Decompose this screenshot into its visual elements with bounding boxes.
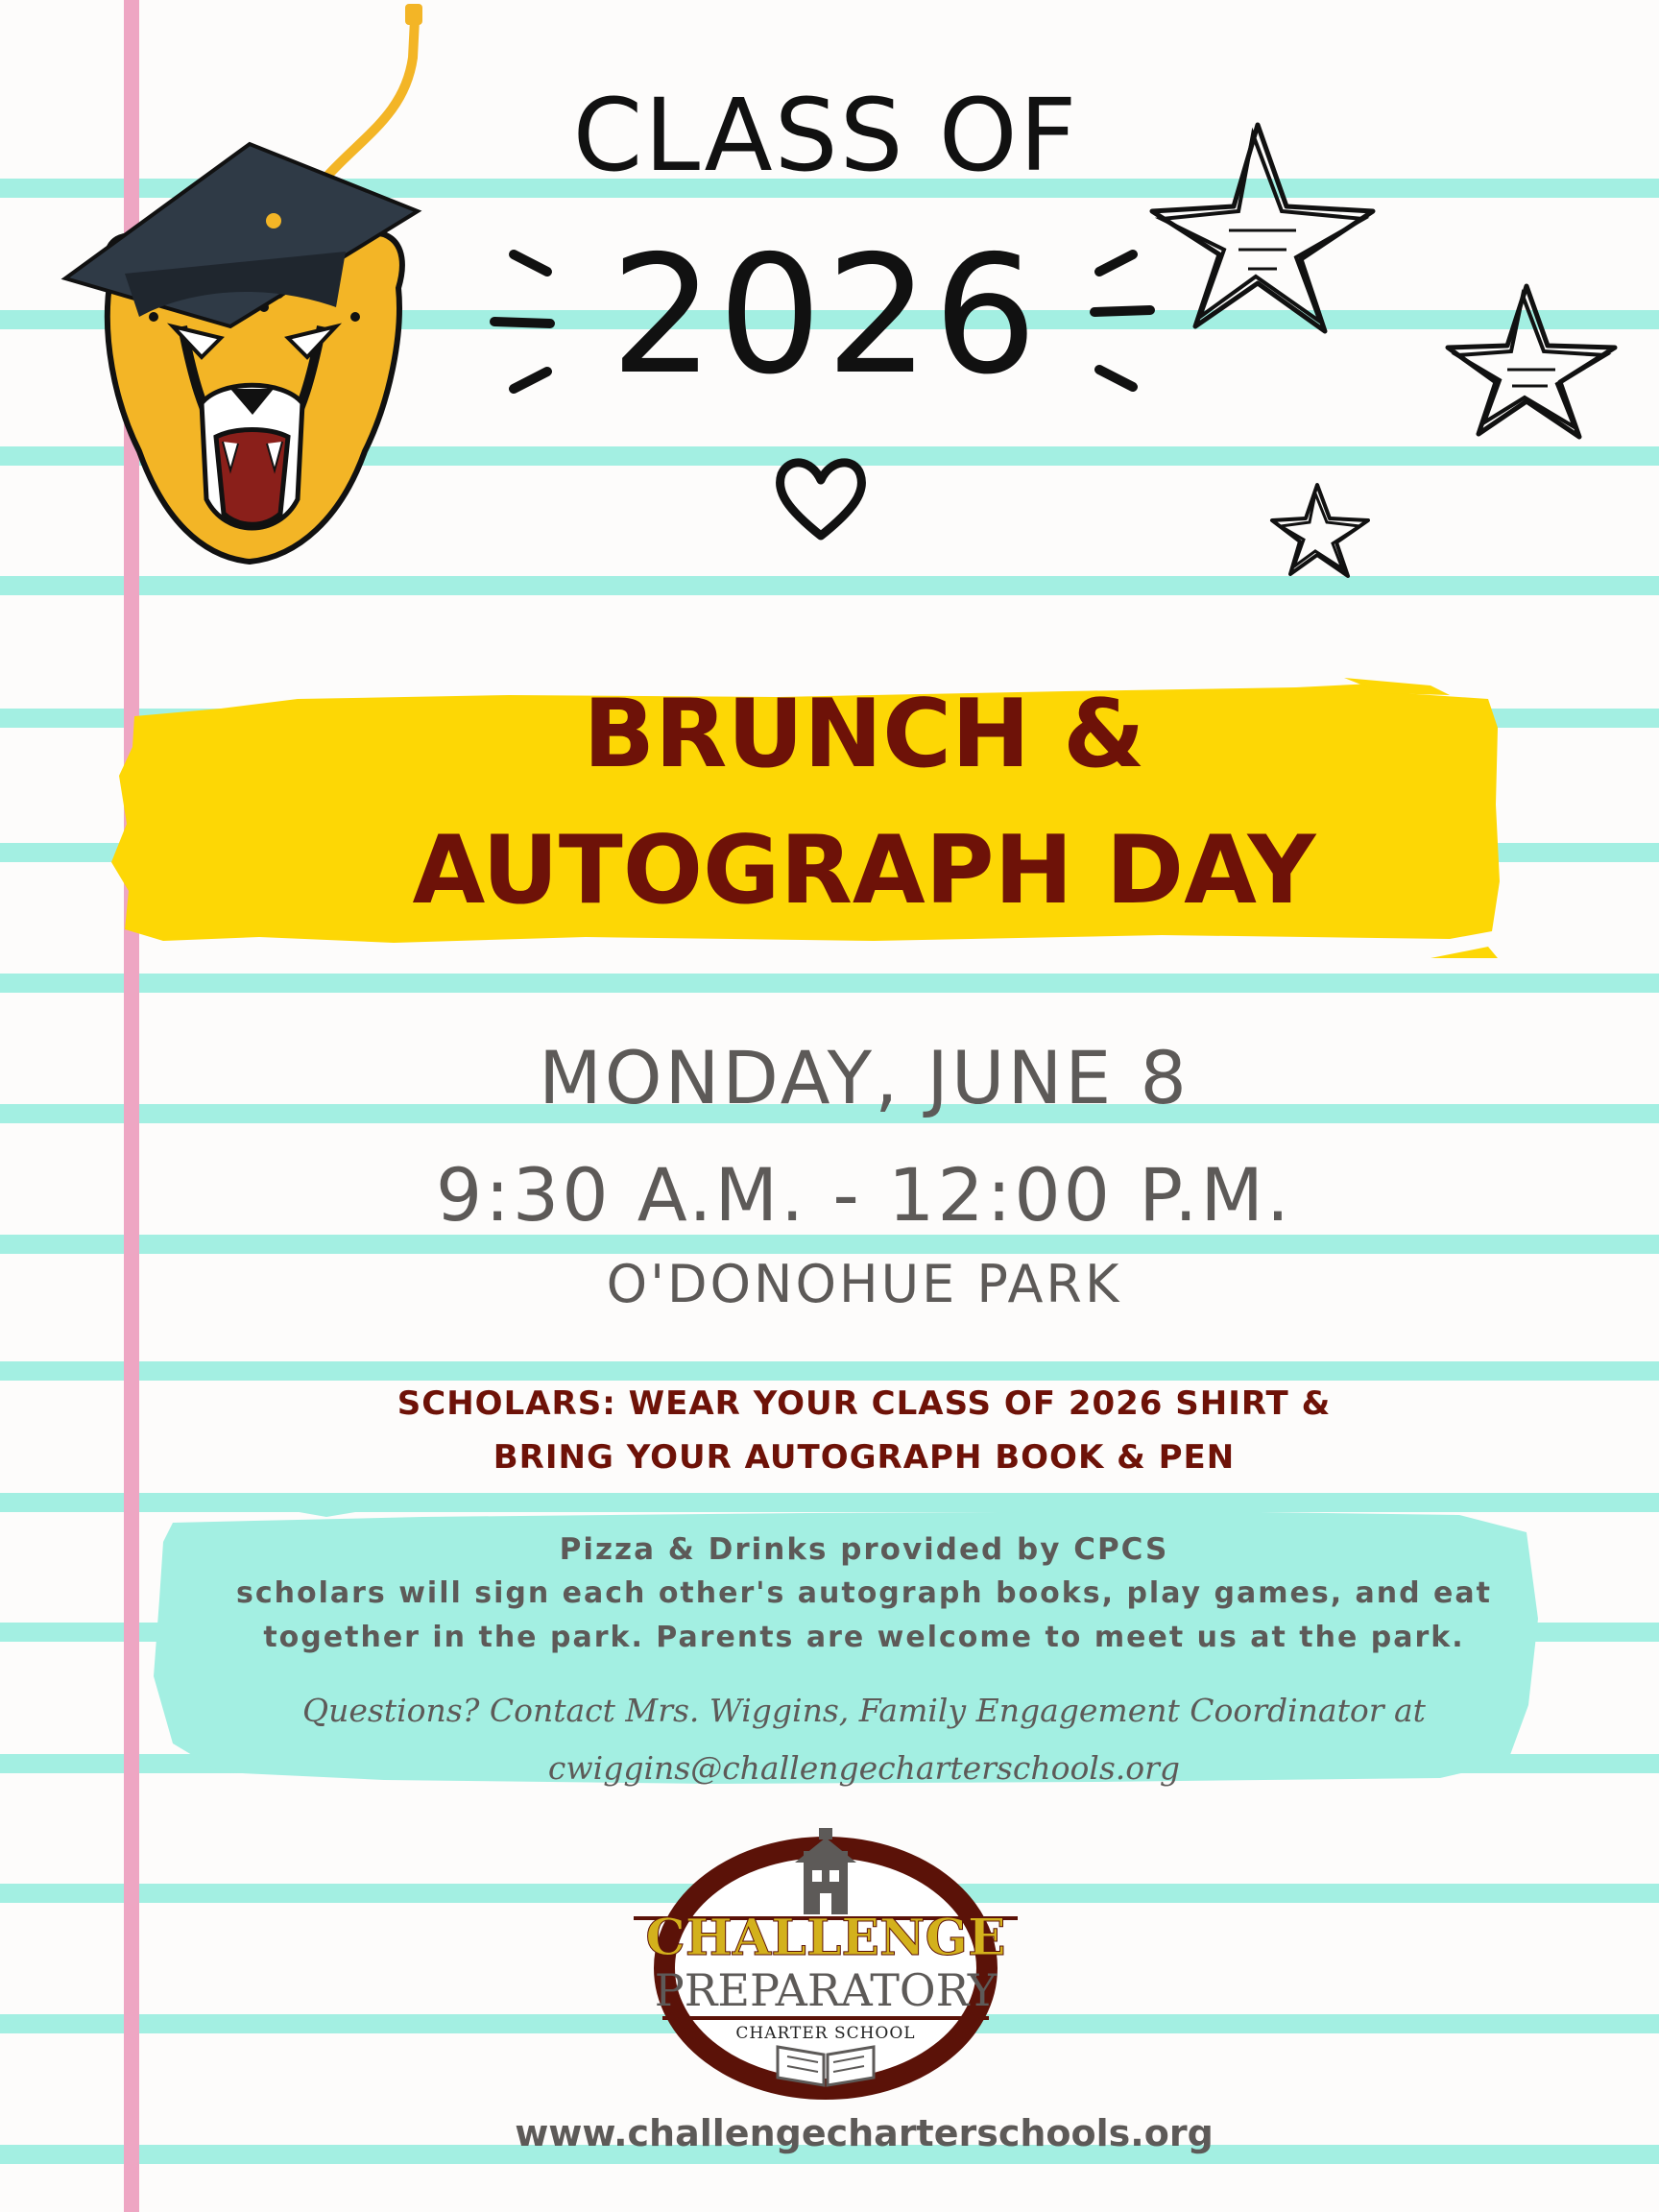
event-location: O'DONOHUE PARK (606, 1254, 1122, 1314)
event-date: MONDAY, JUNE 8 (539, 1035, 1190, 1120)
rule-line (0, 1235, 1659, 1254)
cheetah-mascot-icon (58, 0, 442, 576)
star-doodle-icon (1142, 115, 1382, 336)
heart-doodle-icon (768, 451, 874, 547)
scholars-note-line2: BRING YOUR AUTOGRAPH BOOK & PEN (493, 1438, 1236, 1477)
scholars-note-line1: SCHOLARS: WEAR YOUR CLASS OF 2026 SHIRT & (397, 1384, 1332, 1423)
details-line3: together in the park. Parents are welcome to meet us at the park. (263, 1621, 1465, 1654)
dash-doodles-left (485, 245, 562, 398)
logo-text-preparatory: PREPARATORY (654, 1964, 998, 2016)
rule-line (0, 576, 1659, 595)
details-line1: Pizza & Drinks provided by CPCS (559, 1532, 1169, 1567)
details-line2: scholars will sign each other's autograph books, play games, and eat (235, 1576, 1492, 1610)
contact-line1: Questions? Contact Mrs. Wiggins, Family Engagement Coordinator at (302, 1692, 1426, 1729)
logo-text-charter-school: CHARTER SCHOOL (735, 2024, 916, 2043)
logo-text-challenge: CHALLENGE (645, 1909, 1006, 1967)
rule-line (0, 974, 1659, 993)
event-time: 9:30 A.M. - 12:00 P.M. (435, 1152, 1293, 1238)
contact-email[interactable]: cwiggins@challengecharterschools.org (547, 1749, 1181, 1787)
website-link[interactable]: www.challengecharterschools.org (515, 2112, 1214, 2154)
class-of-heading: CLASS OF (572, 77, 1079, 194)
rule-line (0, 1361, 1659, 1381)
tassel-icon (405, 4, 422, 25)
event-title-line1: BRUNCH & (583, 680, 1145, 789)
event-title-line2: AUTOGRAPH DAY (412, 816, 1316, 926)
star-doodle-icon (1267, 480, 1373, 581)
class-year: 2026 (610, 221, 1042, 411)
star-doodle-icon (1440, 278, 1623, 442)
